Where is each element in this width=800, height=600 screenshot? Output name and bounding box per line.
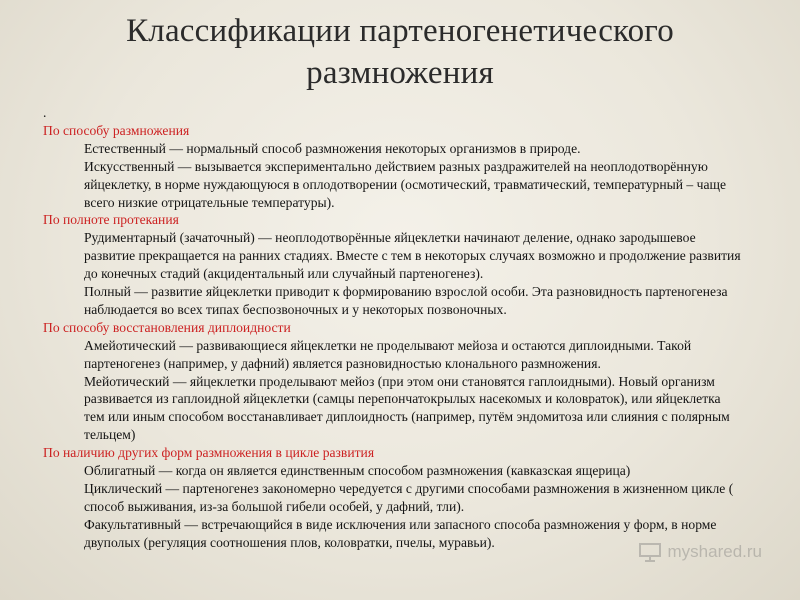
watermark bbox=[638, 542, 762, 562]
section-completeness bbox=[43, 211, 743, 318]
section-paragraph: Амейотический — развивающиеся яйцеклетки не проделывают мейоза и остаются диплоидными. Такой партеногенез (например, у дафний) является разновидностью клонального размножения. bbox=[84, 337, 692, 371]
slide-title-line2: размножения bbox=[306, 55, 494, 91]
slide-content bbox=[43, 104, 743, 552]
section-heading: По наличию других форм размножения в цикле развития bbox=[43, 445, 375, 461]
section-paragraph: Циклический — партеногенез закономерно чередуется с другими способами размножения в жизненном цикле ( способ выживания, из-за большой гибели особей, у дафний, тли). bbox=[84, 481, 734, 514]
slide-title bbox=[40, 10, 760, 94]
bullet-dot: . bbox=[43, 105, 47, 120]
slide-title-line1: Классификации партеногенетического bbox=[126, 13, 674, 49]
section-paragraph: Облигатный — когда он является единственным способом размножения (кавказская ящерица) bbox=[84, 463, 631, 479]
section-paragraph: Факультативный — встречающийся в виде исключения или запасного способа размножения у форм, в норме двуполых (регуляция соотношения плов, коловратки, пчелы, муравьи). bbox=[84, 516, 717, 550]
section-heading: По полноте протекания bbox=[43, 212, 179, 228]
watermark-text: myshared.ru bbox=[667, 542, 762, 561]
section-paragraph: Мейотический — яйцеклетки проделывают мейоз (при этом они становятся гаплоидными). Новый организм развивается из гаплоидной яйцеклетки (самцы перепончатокрылых насекомых и коловраток), или яйцеклетка тем или иным способом восстанавливает диплоидность (например, путём эндомитоза или слияния с полярным тельцем) bbox=[84, 373, 730, 443]
section-paragraph: Рудиментарный (зачаточный) — неоплодотворённые яйцеклетки начинают деление, однако зародышевое развитие прекращается на ранних стадиях. Вместе с тем в некоторых случаях возможно и продолжение развития до конечных стадий (акцидентальный или случайный партеногенез). bbox=[84, 230, 741, 282]
section-paragraph: Искусственный — вызывается экспериментально действием разных раздражителей на неоплодотворённую яйцеклетку, в норме нуждающуюся в оплодотворении (осмотический, травматический, температурный – чаще всего низкие отрицательные температуры). bbox=[84, 158, 726, 210]
section-method bbox=[43, 122, 743, 212]
section-heading: По способу размножения bbox=[43, 122, 190, 138]
section-other-forms bbox=[43, 444, 743, 551]
section-paragraph: Естественный — нормальный способ размножения некоторых организмов в природе. bbox=[84, 140, 581, 156]
section-diploidy bbox=[43, 319, 743, 444]
section-heading: По способу восстановления диплоидности bbox=[43, 319, 291, 335]
section-paragraph: Полный — развитие яйцеклетки приводит к формированию взрослой особи. Эта разновидность партеногенеза наблюдается во всех типах беспозвоночных и у некоторых позвоночных. bbox=[84, 284, 728, 317]
presentation-screen-icon bbox=[638, 542, 662, 562]
